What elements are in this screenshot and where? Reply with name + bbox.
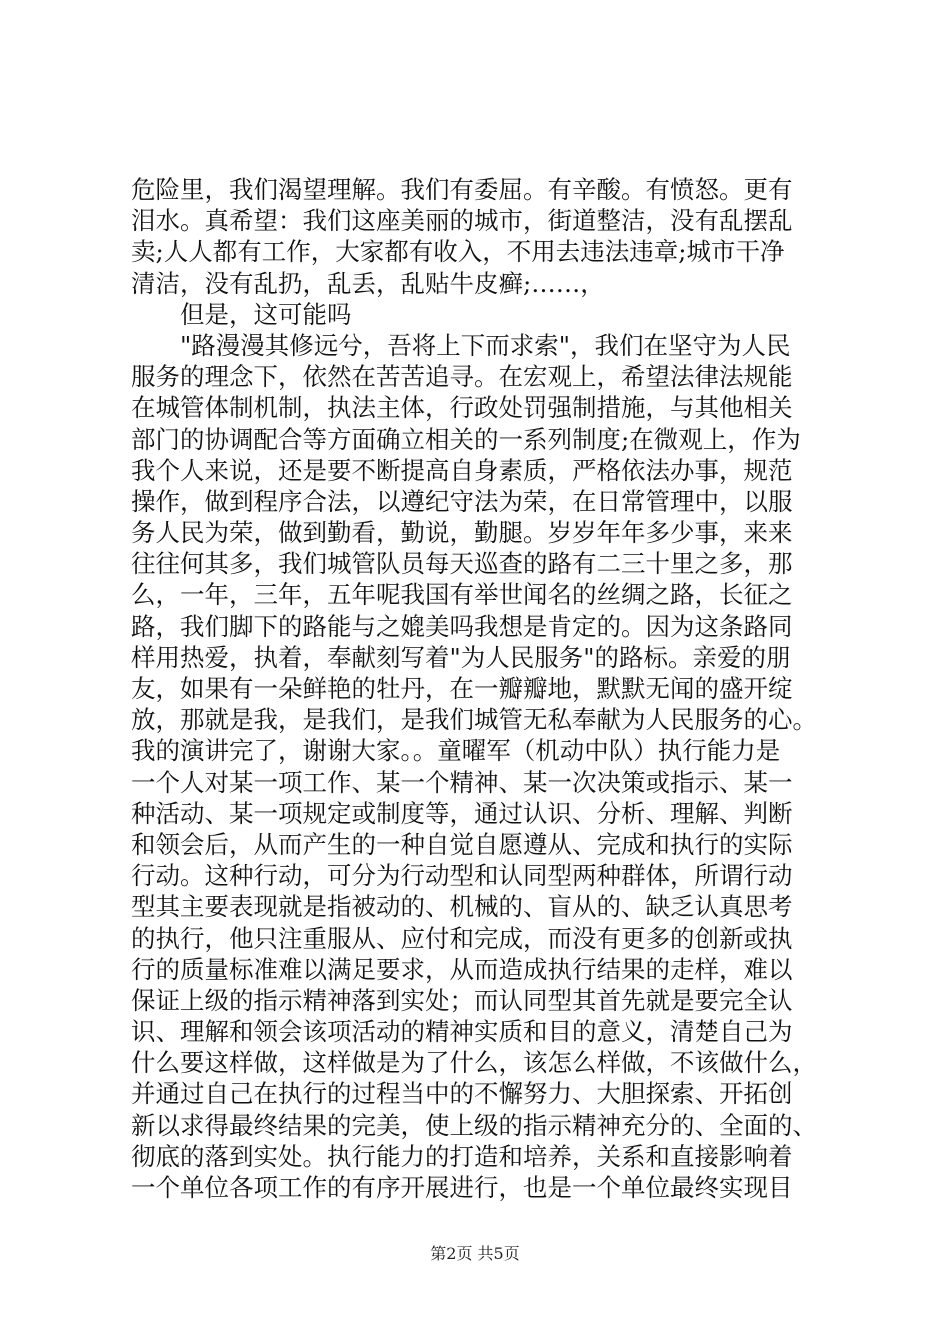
text-line: 识、理解和领会该项活动的精神实质和目的意义，清楚自己为 <box>131 1017 793 1047</box>
text-line: 往往何其多，我们城管队员每天巡查的路有二三十里之多，那 <box>131 549 793 579</box>
text-line: 和领会后，从而产生的一种自觉自愿遵从、完成和执行的实际 <box>131 829 793 859</box>
body-text <box>131 174 831 1203</box>
text-line: 一个单位各项工作的有序开展进行，也是一个单位最终实现目 <box>131 1173 793 1202</box>
text-line: 路，我们脚下的路能与之媲美吗我想是肯定的。因为这条路同 <box>131 611 793 641</box>
text-line: 种活动、某一项规定或制度等，通过认识、分析、理解、判断 <box>131 798 793 828</box>
text-line: 务人民为荣，做到勤看，勤说，勤腿。岁岁年年多少事，来来 <box>131 518 793 548</box>
text-line: 卖;人人都有工作，大家都有收入，不用去违法违章;城市干净 <box>131 237 785 267</box>
text-line: 什么要这样做，这样做是为了什么，该怎么样做，不该做什么， <box>131 1048 817 1078</box>
text-line: 新以求得最终结果的完美，使上级的指示精神充分的、全面的、 <box>131 1110 817 1140</box>
text-line: 彻底的落到实处。执行能力的打造和培养，关系和直接影响着 <box>131 1141 793 1171</box>
text-line: 泪水。真希望：我们这座美丽的城市，街道整洁，没有乱摆乱 <box>131 206 793 236</box>
text-line: 部门的协调配合等方面确立相关的一系列制度;在微观上，作为 <box>131 424 801 454</box>
text-line: 操作，做到程序合法，以遵纪守法为荣，在日常管理中，以服 <box>131 486 793 516</box>
text-line: 保证上级的指示精神落到实处；而认同型其首先就是要完全认 <box>131 985 793 1015</box>
text-line: 清洁，没有乱扔，乱丢，乱贴牛皮癣;……， <box>131 268 605 298</box>
text-line: "路漫漫其修远兮，吾将上下而求索"，我们在坚守为人民 <box>180 330 791 360</box>
text-line: 我个人来说，还是要不断提高自身素质，严格依法办事，规范 <box>131 455 793 485</box>
text-line: 一个人对某一项工作、某一个精神、某一次决策或指示、某一 <box>131 767 793 797</box>
text-line: 在城管体制机制，执法主体，行政处罚强制措施，与其他相关 <box>131 393 793 423</box>
text-line: 友，如果有一朵鲜艳的牡丹，在一瓣瓣地，默默无闻的盛开绽 <box>131 674 793 703</box>
text-line: 么，一年，三年，五年呢我国有举世闻名的丝绸之路，长征之 <box>131 580 793 610</box>
page-number: 第2页 共5页 <box>430 1244 520 1263</box>
text-line: 并通过自己在执行的过程当中的不懈努力、大胆探索、开拓创 <box>131 1079 793 1109</box>
text-line: 样用热爱，执着，奉献刻写着"为人民服务"的路标。亲爱的朋 <box>131 642 791 672</box>
text-line: 行的质量标准难以满足要求，从而造成执行结果的走样，难以 <box>131 954 793 984</box>
text-line: 我的演讲完了，谢谢大家。。童曜军（机动中队）执行能力是 <box>131 736 781 766</box>
text-line: 但是，这可能吗 <box>180 299 352 329</box>
text-line: 危险里，我们渴望理解。我们有委屈。有辛酸。有愤怒。更有 <box>131 175 793 204</box>
text-line: 放，那就是我，是我们，是我们城管无私奉献为人民服务的心。 <box>131 705 817 735</box>
text-line: 的执行，他只注重服从、应付和完成，而没有更多的创新或执 <box>131 923 793 953</box>
text-line: 行动。这种行动，可分为行动型和认同型两种群体，所谓行动 <box>131 861 793 891</box>
page-footer <box>0 1244 950 1264</box>
text-line: 服务的理念下，依然在苦苦追寻。在宏观上，希望法律法规能 <box>131 362 793 392</box>
text-line: 型其主要表现就是指被动的、机械的、盲从的、缺乏认真思考 <box>131 892 793 922</box>
